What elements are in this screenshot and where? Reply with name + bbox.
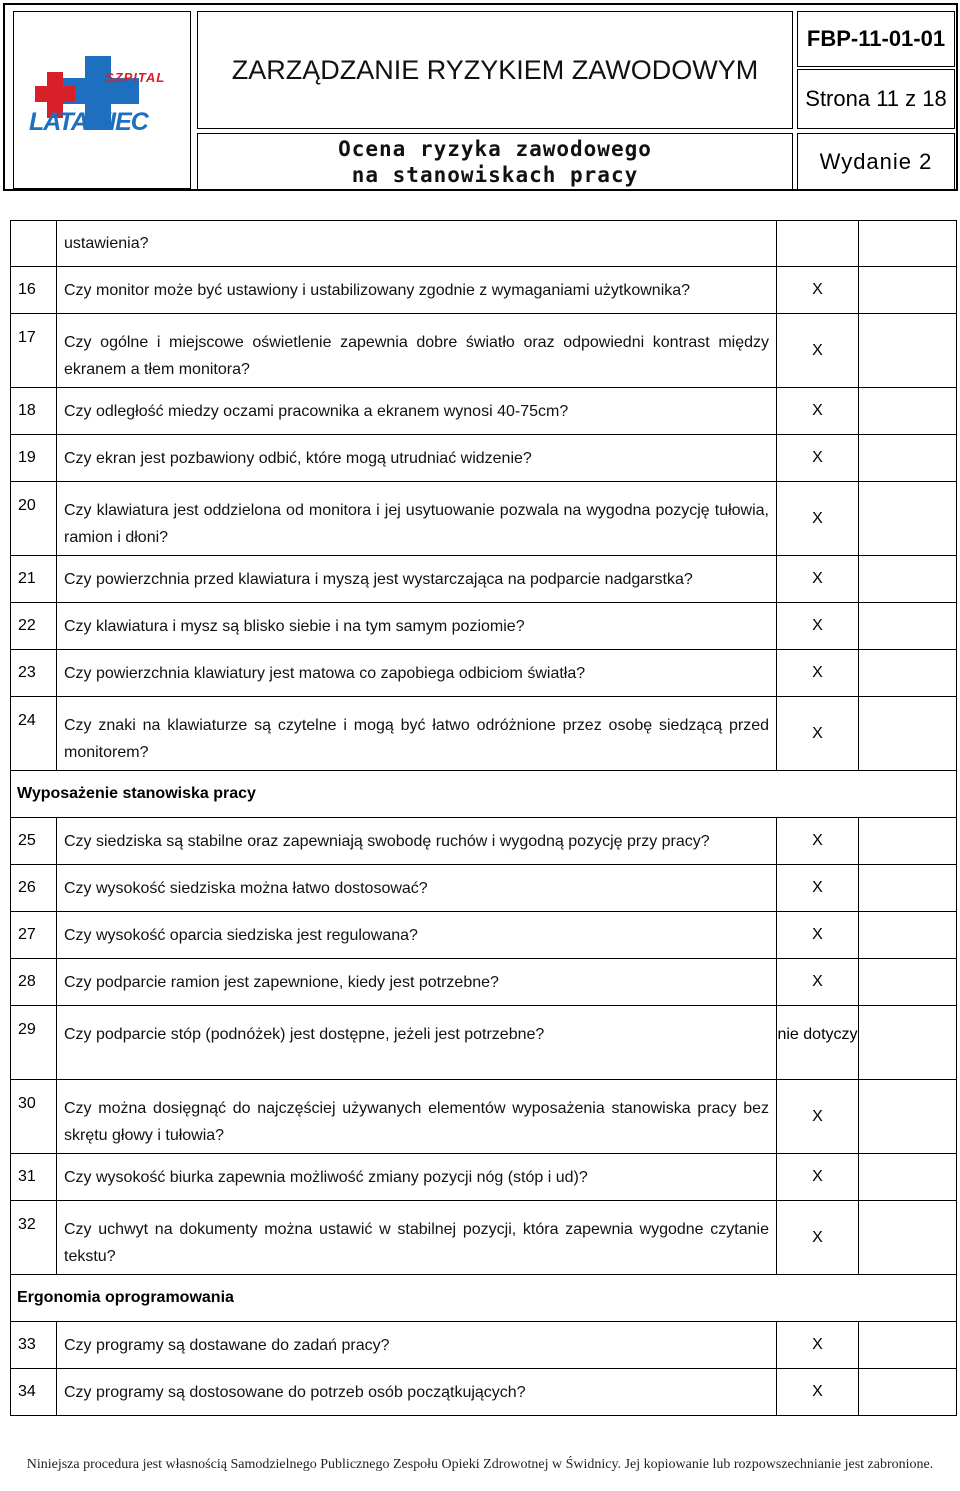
row-extra xyxy=(859,912,957,959)
row-number: 27 xyxy=(11,912,57,959)
row-extra xyxy=(859,482,957,556)
page-number: Strona 11 z 18 xyxy=(797,69,955,129)
row-question: Czy programy są dostawane do zadań pracy? xyxy=(57,1322,777,1369)
row-extra xyxy=(859,697,957,771)
row-number: 26 xyxy=(11,865,57,912)
row-extra xyxy=(859,1369,957,1416)
row-answer: X xyxy=(777,818,859,865)
table-row xyxy=(11,697,957,771)
table-row xyxy=(11,603,957,650)
row-answer: X xyxy=(777,697,859,771)
section-heading-software: Ergonomia oprogramowania xyxy=(11,1275,957,1322)
row-question: Czy monitor może być ustawiony i ustabilizowany zgodnie z wymaganiami użytkownika? xyxy=(57,267,777,314)
row-answer: X xyxy=(777,603,859,650)
row-number: 31 xyxy=(11,1154,57,1201)
row-extra xyxy=(859,603,957,650)
row-extra xyxy=(859,267,957,314)
row-question: Czy można dosięgnąć do najczęściej używanych elementów wyposażenia stanowiska pracy bez skrętu głowy i tułowia? xyxy=(57,1080,777,1154)
row-question: Czy ogólne i miejscowe oświetlenie zapewnia dobre światło oraz odpowiedni kontrast między ekranem a tłem monitora? xyxy=(57,314,777,388)
row-answer: X xyxy=(777,1201,859,1275)
row-extra xyxy=(859,221,957,267)
row-number xyxy=(11,221,57,267)
subtitle-line-1: Ocena ryzyka zawodowego xyxy=(338,137,652,161)
row-number: 33 xyxy=(11,1322,57,1369)
table-row xyxy=(11,1154,957,1201)
row-question: ustawienia? xyxy=(57,221,777,267)
row-number: 17 xyxy=(11,314,57,388)
table-row xyxy=(11,1080,957,1154)
row-extra xyxy=(859,1201,957,1275)
row-number: 22 xyxy=(11,603,57,650)
section-row xyxy=(11,771,957,818)
row-extra xyxy=(859,650,957,697)
edition-label: Wydanie 2 xyxy=(797,133,955,191)
table-row xyxy=(11,912,957,959)
row-question: Czy klawiatura jest oddzielona od monitora i jej usytuowanie pozwala na wygodna pozycję tułowia, ramion i dłoni? xyxy=(57,482,777,556)
table-row xyxy=(11,221,957,267)
row-answer: X xyxy=(777,1322,859,1369)
row-answer: X xyxy=(777,865,859,912)
row-extra xyxy=(859,556,957,603)
row-extra xyxy=(859,1154,957,1201)
row-question: Czy podparcie ramion jest zapewnione, kiedy jest potrzebne? xyxy=(57,959,777,1006)
row-extra xyxy=(859,314,957,388)
table-row xyxy=(11,482,957,556)
document-code: FBP-11-01-01 xyxy=(797,11,955,67)
row-extra xyxy=(859,1322,957,1369)
row-question: Czy wysokość biurka zapewnia możliwość zmiany pozycji nóg (stóp i ud)? xyxy=(57,1154,777,1201)
table-row xyxy=(11,1369,957,1416)
row-answer: X xyxy=(777,912,859,959)
row-question: Czy ekran jest pozbawiony odbić, które mogą utrudniać widzenie? xyxy=(57,435,777,482)
row-question: Czy powierzchnia klawiatury jest matowa co zapobiega odbiciom światła? xyxy=(57,650,777,697)
row-number: 29 xyxy=(11,1006,57,1080)
row-question: Czy uchwyt na dokumenty można ustawić w stabilnej pozycji, która zapewnia wygodne czytanie tekstu? xyxy=(57,1201,777,1275)
table-row xyxy=(11,1006,957,1080)
row-answer: X xyxy=(777,1369,859,1416)
row-extra xyxy=(859,1080,957,1154)
table-row xyxy=(11,388,957,435)
risk-checklist-table xyxy=(10,220,956,1416)
hospital-logo xyxy=(27,50,177,150)
section-heading-equipment: Wyposażenie stanowiska pracy xyxy=(11,771,957,818)
row-extra xyxy=(859,435,957,482)
logo-box xyxy=(13,11,191,189)
row-question: Czy powierzchnia przed klawiatura i myszą jest wystarczająca na podparcie nadgarstka? xyxy=(57,556,777,603)
row-question: Czy odległość miedzy oczami pracownika a ekranem wynosi 40-75cm? xyxy=(57,388,777,435)
table-row xyxy=(11,435,957,482)
document-title: ZARZĄDZANIE RYZYKIEM ZAWODOWYM xyxy=(197,11,793,129)
row-answer: X xyxy=(777,1080,859,1154)
table-row xyxy=(11,650,957,697)
row-number: 16 xyxy=(11,267,57,314)
row-answer: X xyxy=(777,388,859,435)
row-answer: nie dotyczy xyxy=(777,1006,859,1080)
table-row xyxy=(11,959,957,1006)
row-question: Czy znaki na klawiaturze są czytelne i mogą być łatwo odróżnione przez osobę siedzącą przed monitorem? xyxy=(57,697,777,771)
logo-small-text: SZPITAL xyxy=(105,70,166,85)
row-answer xyxy=(777,221,859,267)
row-answer: X xyxy=(777,314,859,388)
row-number: 32 xyxy=(11,1201,57,1275)
row-number: 25 xyxy=(11,818,57,865)
row-answer: X xyxy=(777,650,859,697)
row-extra xyxy=(859,865,957,912)
row-number: 23 xyxy=(11,650,57,697)
subtitle-line-2: na stanowiskach pracy xyxy=(351,163,639,187)
table-row xyxy=(11,865,957,912)
row-question: Czy siedziska są stabilne oraz zapewniają swobodę ruchów i wygodną pozycję przy pracy? xyxy=(57,818,777,865)
row-answer: X xyxy=(777,1154,859,1201)
logo-big-text: LATAWIEC xyxy=(29,108,148,136)
row-number: 24 xyxy=(11,697,57,771)
document-subtitle xyxy=(197,133,793,191)
table-row xyxy=(11,818,957,865)
row-answer: X xyxy=(777,267,859,314)
row-number: 28 xyxy=(11,959,57,1006)
footer-notice: Niniejsza procedura jest własnością Samodzielnego Publicznego Zespołu Opieki Zdrowotnej w Świdnicy. Jej kopiowanie lub rozpowszechnianie jest zabronione. xyxy=(26,1457,934,1472)
row-question: Czy klawiatura i mysz są blisko siebie i na tym samym poziomie? xyxy=(57,603,777,650)
row-answer: X xyxy=(777,435,859,482)
row-question: Czy programy są dostosowane do potrzeb osób początkujących? xyxy=(57,1369,777,1416)
row-extra xyxy=(859,818,957,865)
row-number: 19 xyxy=(11,435,57,482)
row-extra xyxy=(859,388,957,435)
row-question: Czy wysokość siedziska można łatwo dostosować? xyxy=(57,865,777,912)
table-row xyxy=(11,556,957,603)
row-number: 34 xyxy=(11,1369,57,1416)
table-row xyxy=(11,1322,957,1369)
row-number: 30 xyxy=(11,1080,57,1154)
row-extra xyxy=(859,1006,957,1080)
row-number: 18 xyxy=(11,388,57,435)
table-row xyxy=(11,267,957,314)
row-question: Czy wysokość oparcia siedziska jest regulowana? xyxy=(57,912,777,959)
document-header xyxy=(3,3,958,191)
row-answer: X xyxy=(777,959,859,1006)
row-answer: X xyxy=(777,556,859,603)
row-number: 20 xyxy=(11,482,57,556)
section-row xyxy=(11,1275,957,1322)
row-number: 21 xyxy=(11,556,57,603)
row-question: Czy podparcie stóp (podnóżek) jest dostępne, jeżeli jest potrzebne? xyxy=(57,1006,777,1080)
row-answer: X xyxy=(777,482,859,556)
table-row xyxy=(11,1201,957,1275)
row-extra xyxy=(859,959,957,1006)
table-row xyxy=(11,314,957,388)
